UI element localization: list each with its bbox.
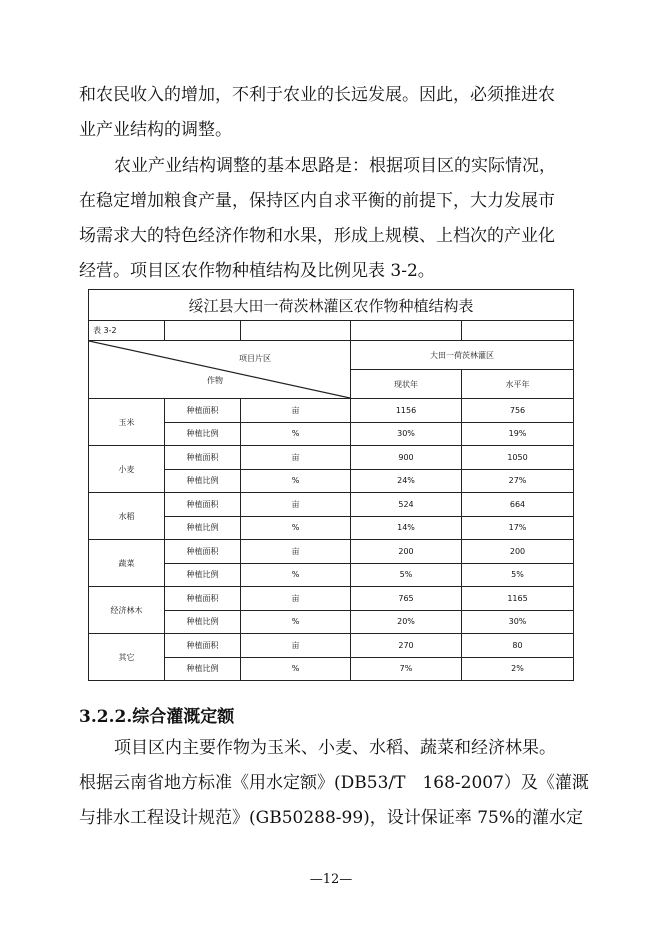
area-current: 270 <box>351 634 462 658</box>
header-target: 水平年 <box>462 370 574 399</box>
area-unit: 亩 <box>241 399 351 423</box>
area-target: 1165 <box>462 587 574 611</box>
table-label-blank <box>351 321 462 341</box>
table-row <box>89 540 574 564</box>
area-unit: 亩 <box>241 493 351 517</box>
ratio-label: 种植比例 <box>165 657 241 681</box>
area-current: 765 <box>351 587 462 611</box>
crop-name: 蔬菜 <box>89 540 165 587</box>
ratio-label: 种植比例 <box>165 469 241 493</box>
ratio-target: 19% <box>462 422 574 446</box>
table-row <box>89 587 574 611</box>
header-area: 项目片区 <box>239 354 271 363</box>
approach-line-3: 场需求大的特色经济作物和水果，形成上规模、上档次的产业化 <box>79 226 555 246</box>
header-crop: 作物 <box>207 376 223 385</box>
intro-line-1: 和农民收入的增加，不利于农业的长远发展。因此，必须推进农 <box>79 85 555 105</box>
ratio-label: 种植比例 <box>165 563 241 587</box>
table-row <box>89 446 574 470</box>
area-unit: 亩 <box>241 587 351 611</box>
approach-line-4: 经营。项目区农作物种植结构及比例见表 3-2。 <box>79 261 435 281</box>
ratio-current: 20% <box>351 610 462 634</box>
table-label-blank <box>241 321 351 341</box>
ratio-label: 种植比例 <box>165 516 241 540</box>
crop-name: 其它 <box>89 634 165 681</box>
ratio-current: 14% <box>351 516 462 540</box>
area-target: 1050 <box>462 446 574 470</box>
table-label: 表 3-2 <box>89 321 165 341</box>
ratio-current: 5% <box>351 563 462 587</box>
irrigation-line-1: 项目区内主要作物为玉米、小麦、水稻、蔬菜和经济林果。 <box>114 738 556 758</box>
table-title: 绥江县大田一荷茨林灌区农作物种植结构表 <box>89 290 574 321</box>
diagonal-header-cell <box>89 341 351 399</box>
crop-structure-table <box>88 289 573 681</box>
intro-paragraph <box>79 78 584 148</box>
header-current: 现状年 <box>351 370 462 399</box>
crop-name: 小麦 <box>89 446 165 493</box>
ratio-unit: % <box>241 657 351 681</box>
table-row <box>89 399 574 423</box>
ratio-target: 27% <box>462 469 574 493</box>
table-row <box>89 493 574 517</box>
ratio-target: 17% <box>462 516 574 540</box>
area-label: 种植面积 <box>165 493 241 517</box>
area-label: 种植面积 <box>165 587 241 611</box>
area-target: 756 <box>462 399 574 423</box>
crop-name: 经济林木 <box>89 587 165 634</box>
ratio-unit: % <box>241 469 351 493</box>
ratio-target: 30% <box>462 610 574 634</box>
ratio-current: 7% <box>351 657 462 681</box>
ratio-current: 30% <box>351 422 462 446</box>
table-row <box>89 634 574 658</box>
ratio-target: 2% <box>462 657 574 681</box>
table-label-blank <box>462 321 574 341</box>
page-number: —12— <box>309 872 353 887</box>
intro-line-2: 业产业结构的调整。 <box>79 120 232 140</box>
area-unit: 亩 <box>241 634 351 658</box>
irrigation-line-3: 与排水工程设计规范》(GB50288-99)，设计保证率 75%的灌水定 <box>79 808 583 828</box>
table-label-blank <box>165 321 241 341</box>
diagonal-line <box>89 341 350 398</box>
crop-name: 水稻 <box>89 493 165 540</box>
ratio-unit: % <box>241 516 351 540</box>
area-label: 种植面积 <box>165 540 241 564</box>
approach-paragraph <box>79 149 584 289</box>
section-heading: 3.2.2.综合灌溉定额 <box>79 707 235 727</box>
irrigation-paragraph <box>79 731 589 836</box>
ratio-label: 种植比例 <box>165 610 241 634</box>
area-target: 664 <box>462 493 574 517</box>
area-unit: 亩 <box>241 540 351 564</box>
ratio-unit: % <box>241 422 351 446</box>
area-current: 200 <box>351 540 462 564</box>
ratio-unit: % <box>241 610 351 634</box>
header-region: 大田一荷茨林灌区 <box>351 341 574 370</box>
area-label: 种植面积 <box>165 446 241 470</box>
crop-name: 玉米 <box>89 399 165 446</box>
ratio-target: 5% <box>462 563 574 587</box>
approach-line-2: 在稳定增加粮食产量，保持区内自求平衡的前提下，大力发展市 <box>79 191 555 211</box>
area-current: 900 <box>351 446 462 470</box>
area-unit: 亩 <box>241 446 351 470</box>
approach-line-1: 农业产业结构调整的基本思路是：根据项目区的实际情况， <box>114 156 556 176</box>
area-target: 80 <box>462 634 574 658</box>
area-label: 种植面积 <box>165 399 241 423</box>
ratio-label: 种植比例 <box>165 422 241 446</box>
ratio-current: 24% <box>351 469 462 493</box>
area-current: 1156 <box>351 399 462 423</box>
irrigation-line-2: 根据云南省地方标准《用水定额》(DB53/T 168-2007）及《灌溉 <box>79 773 589 793</box>
area-current: 524 <box>351 493 462 517</box>
area-target: 200 <box>462 540 574 564</box>
area-label: 种植面积 <box>165 634 241 658</box>
ratio-unit: % <box>241 563 351 587</box>
